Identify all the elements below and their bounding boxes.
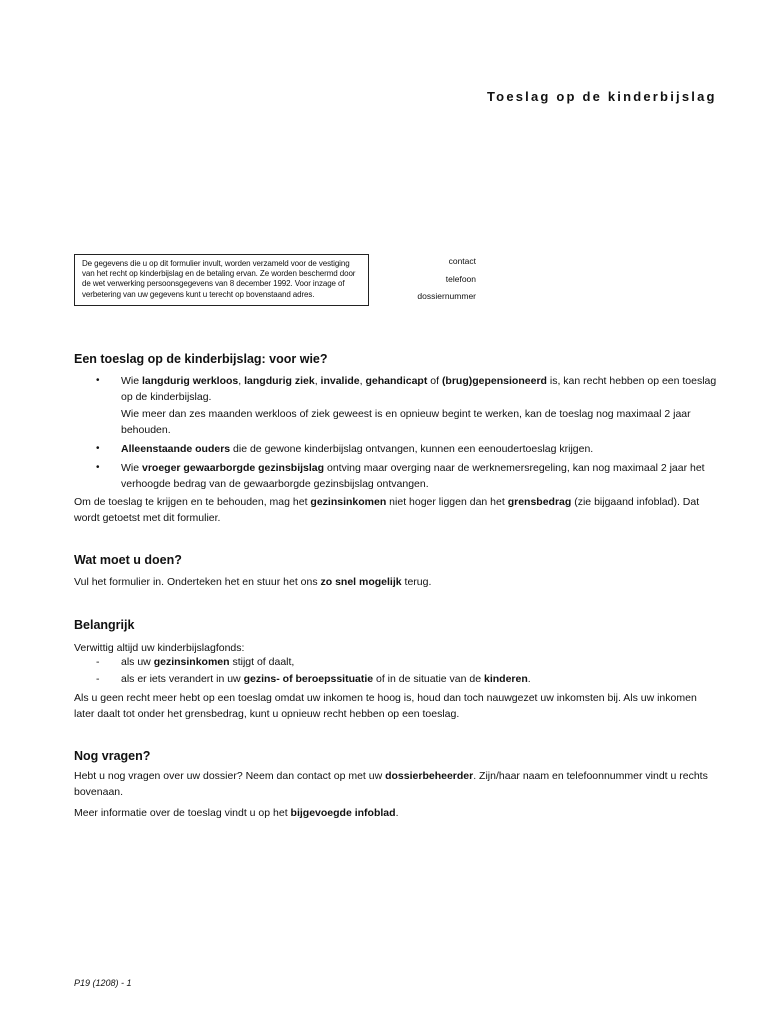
bullet-item-extra-note: Wie meer dan zes maanden werkloos of ziek geweest is en opnieuw begint te werken, kan de toeslag nog maximaal 2 jaar behouden.: [121, 408, 691, 436]
file-number-label: dossiernummer: [417, 291, 476, 301]
privacy-notice-box: De gegevens die u op dit formulier invult, worden verzameld voor de vestiging van het recht op kinderbijslag en de betaling ervan. Ze worden beschermd door de wet verwerking persoonsgegevens van 8 december 1992. Voor inzage of verbetering van uw gegevens kunt u terecht op bovenstaand adres.: [74, 254, 369, 306]
important-item-situation: als er iets verandert in uw gezins- of beroepssituatie of in de situatie van de kinderen.: [121, 673, 531, 685]
bullet-symbol: •: [96, 462, 100, 473]
questions-text: Hebt u nog vragen over uw dossier? Neem dan contact op met uw dossierbeheerder. Zijn/haar naam en telefoonnummer vindt u rechts bovenaan.: [74, 770, 708, 798]
section-heading-who: Een toeslag op de kinderbijslag: voor wie?: [74, 352, 328, 366]
important-intro: Verwittig altijd uw kinderbijslagfonds:: [74, 642, 245, 654]
document-title: Toeslag op de kinderbijslag: [487, 89, 717, 104]
important-closing-text: Als u geen recht meer hebt op een toeslag omdat uw inkomen te hoog is, houd dan toch nauwgezet uw inkomsten bij. Als uw inkomen later daalt tot onder het grensbedrag, kunt u opnieuw recht hebben op een toeslag.: [74, 692, 697, 720]
contact-label: contact: [448, 256, 476, 266]
bullet-item-single-parents: Alleenstaande ouders die de gewone kinderbijslag ontvangen, kunnen een eenoudertoeslag krijgen.: [121, 443, 594, 455]
section-heading-todo: Wat moet u doen?: [74, 553, 182, 567]
income-condition-text: Om de toeslag te krijgen en te behouden, mag het gezinsinkomen niet hoger liggen dan het grensbedrag (zie bijgaand infoblad). Dat wordt getoetst met dit formulier.: [74, 496, 700, 524]
bullet-item-guaranteed-allowance: Wie vroeger gewaarborgde gezinsbijslag ontving maar overging naar de werknemersregeling, kan nog maximaal 2 jaar het verhoogde bedrag van de gewaarborgde gezinsbijslag ontvangen.: [121, 462, 705, 490]
dash-symbol: -: [96, 673, 100, 685]
todo-text: Vul het formulier in. Onderteken het en stuur het ons zo snel mogelijk terug.: [74, 576, 432, 588]
section-heading-important: Belangrijk: [74, 618, 135, 632]
section-heading-questions: Nog vragen?: [74, 749, 151, 763]
infoblad-text: Meer informatie over de toeslag vindt u op het bijgevoegde infoblad.: [74, 807, 399, 819]
bullet-item-long-term: Wie langdurig werkloos, langdurig ziek, invalide, gehandicapt of (brug)gepensioneerd is, kan recht hebben op een toeslag op de kinderbijslag.: [121, 375, 717, 403]
dash-symbol: -: [96, 656, 100, 668]
important-item-income: als uw gezinsinkomen stijgt of daalt,: [121, 656, 295, 668]
form-code-footer: P19 (1208) - 1: [74, 978, 132, 988]
phone-label: telefoon: [445, 274, 476, 284]
bullet-symbol: •: [96, 443, 100, 454]
bullet-symbol: •: [96, 375, 100, 386]
